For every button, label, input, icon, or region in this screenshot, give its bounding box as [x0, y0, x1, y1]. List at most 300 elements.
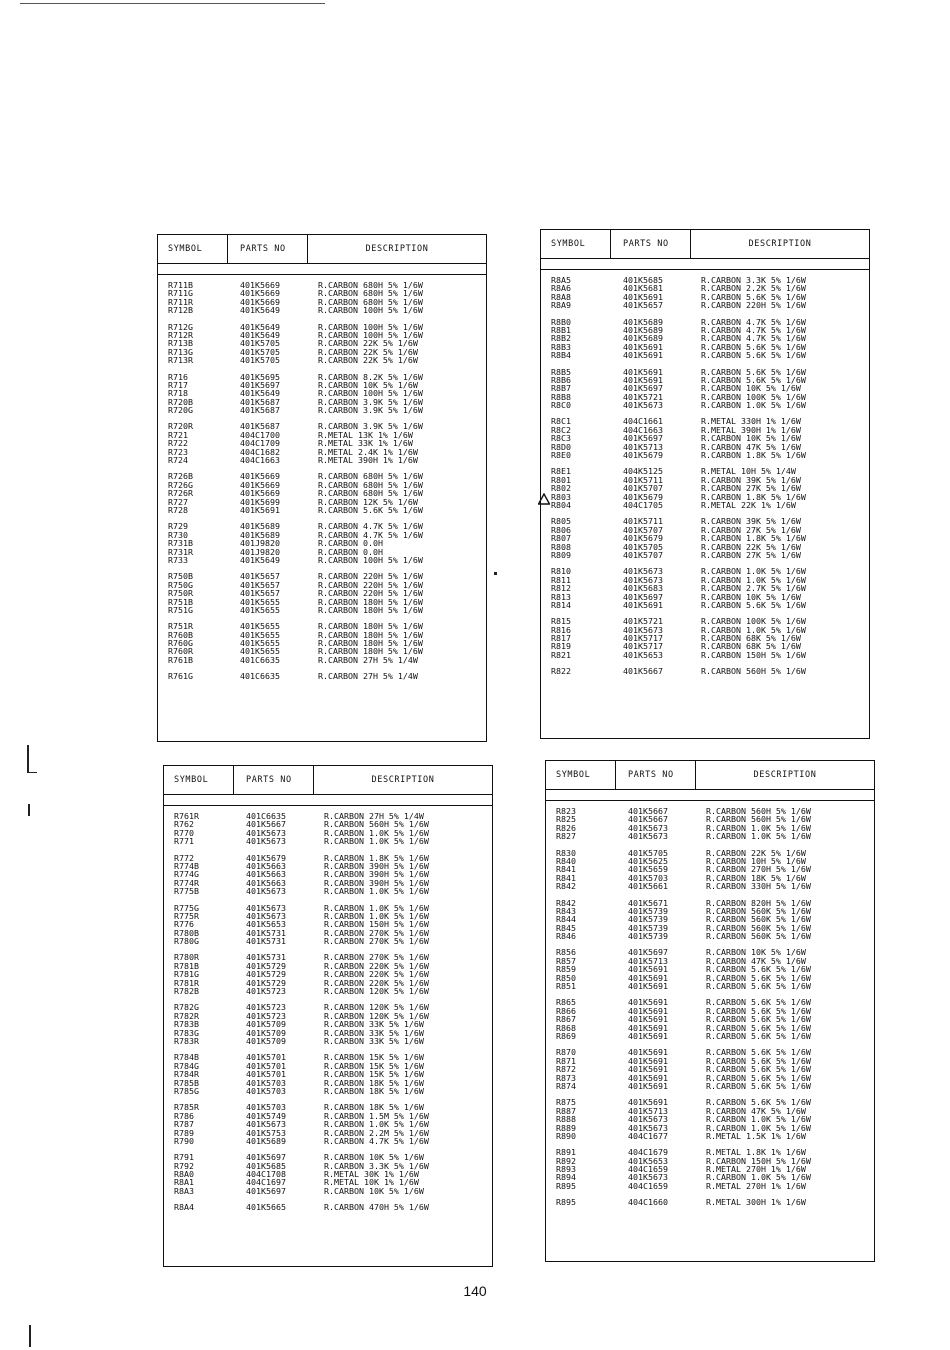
cell-description: R.METAL 330H 1% 1/6W — [701, 416, 801, 427]
cell-description: R.CARBON 5.6K 5% 1/6W — [318, 504, 423, 515]
cell-parts-no: 401K5673 — [246, 1119, 286, 1130]
row-group — [541, 667, 869, 675]
cell-description: R.CARBON 3.3K 5% 1/6W — [324, 1160, 429, 1171]
cell-symbol: R717 — [168, 379, 188, 390]
cell-symbol: R724 — [168, 455, 188, 466]
cell-symbol: R8B4 — [551, 350, 571, 361]
scan-artifact-bottom-left — [29, 1325, 31, 1347]
cell-description: R.CARBON 5.6K 5% 1/6W — [706, 1064, 811, 1075]
cell-symbol: R771 — [174, 836, 194, 847]
cell-parts-no: 401K5739 — [628, 931, 668, 942]
cell-description: R.CARBON 270K 5% 1/6W — [324, 927, 429, 938]
cell-description: R.CARBON 680H 5% 1/6W — [318, 479, 423, 490]
cell-symbol: R825 — [556, 814, 576, 825]
cell-symbol: R761R — [174, 811, 199, 821]
cell-description: R.CARBON 180H 5% 1/6W — [318, 638, 423, 649]
cell-description: R.CARBON 2.2M 5% 1/6W — [324, 1127, 429, 1138]
cell-parts-no: 401K5689 — [623, 324, 663, 335]
cell-symbol: R866 — [556, 1005, 576, 1016]
cell-description: R.CARBON 33K 5% 1/6W — [324, 1035, 424, 1046]
cell-symbol: R713B — [168, 338, 193, 349]
table-row — [158, 556, 486, 564]
cell-symbol: R841 — [556, 872, 576, 883]
cell-parts-no: 401K5649 — [240, 554, 280, 565]
cell-symbol: R8B5 — [551, 366, 571, 377]
cell-description: R.CARBON 68K 5% 1/6W — [701, 641, 801, 652]
cell-symbol: R775B — [174, 886, 199, 897]
cell-symbol: R8E1 — [551, 466, 571, 477]
cell-description: R.CARBON 47K 5% 1/6W — [706, 955, 806, 966]
cell-parts-no: 401K5685 — [623, 275, 663, 285]
cell-description: R.METAL 10K 1% 1/6W — [324, 1177, 419, 1188]
cell-description: R.CARBON 220H 5% 1/6W — [318, 579, 423, 590]
cell-symbol: R871 — [556, 1055, 576, 1066]
cell-symbol: R729 — [168, 521, 188, 532]
cell-description: R.CARBON 1.0K 5% 1/6W — [324, 902, 429, 913]
cell-description: R.CARBON 390H 5% 1/6W — [324, 869, 429, 880]
cell-description: R.METAL 30K 1% 1/6W — [324, 1169, 419, 1180]
cell-description: R.CARBON 15K 5% 1/6W — [324, 1060, 424, 1071]
cell-description: R.CARBON 5.6K 5% 1/6W — [701, 291, 806, 302]
cell-symbol: R781B — [174, 960, 199, 971]
cell-symbol: R803 — [551, 491, 571, 502]
cell-description: R.CARBON 1.8K 5% 1/6W — [324, 852, 429, 863]
cell-parts-no: 401K5709 — [246, 1027, 286, 1038]
cell-symbol: R808 — [551, 541, 571, 552]
cell-parts-no: 401K5711 — [623, 516, 663, 527]
cell-symbol: R802 — [551, 483, 571, 494]
cell-symbol: R891 — [556, 1147, 576, 1158]
cell-symbol: R811 — [551, 574, 571, 585]
cell-symbol: R774G — [174, 869, 199, 880]
cell-parts-no: 404C1679 — [628, 1147, 668, 1158]
cell-description: R.CARBON 47K 5% 1/6W — [701, 441, 801, 452]
cell-symbol: R718 — [168, 388, 188, 399]
cell-parts-no: 401K5705 — [628, 847, 668, 858]
cell-description: R.CARBON 150H 5% 1/6W — [706, 1155, 811, 1166]
cell-parts-no: 401K5707 — [623, 524, 663, 535]
cell-description: R.CARBON 3.9K 5% 1/6W — [318, 405, 423, 416]
cell-parts-no: 401J9820 — [240, 538, 280, 549]
cell-description: R.METAL 13K 1% 1/6W — [318, 429, 413, 440]
row-group — [164, 1003, 492, 1045]
cell-symbol: R727 — [168, 496, 188, 507]
cell-parts-no: 401K5689 — [240, 521, 280, 532]
row-group — [541, 417, 869, 459]
cell-parts-no: 401K5731 — [246, 927, 286, 938]
cell-symbol: R889 — [556, 1122, 576, 1133]
cell-description: R.CARBON 270K 5% 1/6W — [324, 936, 429, 947]
cell-symbol: R750G — [168, 579, 193, 590]
cell-description: R.CARBON 100H 5% 1/6W — [318, 388, 423, 399]
cell-description: R.CARBON 12K 5% 1/6W — [318, 496, 418, 507]
header-spacer — [541, 259, 869, 270]
cell-description: R.CARBON 4.7K 5% 1/6W — [318, 529, 423, 540]
cell-description: R.CARBON 100K 5% 1/6W — [701, 391, 806, 402]
cell-parts-no: 401K5731 — [246, 936, 286, 947]
cell-parts-no: 401K5691 — [623, 341, 663, 352]
cell-parts-no: 401K5691 — [623, 374, 663, 385]
cell-description: R.CARBON 330H 5% 1/6W — [706, 881, 811, 892]
cell-description: R.CARBON 5.6K 5% 1/6W — [706, 1030, 811, 1041]
table-header — [164, 766, 492, 795]
cell-description: R.CARBON 15K 5% 1/6W — [324, 1052, 424, 1063]
cell-symbol: R774B — [174, 860, 199, 871]
cell-symbol: R8A3 — [174, 1185, 194, 1196]
cell-description: R.CARBON 680H 5% 1/6W — [318, 280, 423, 290]
cell-parts-no: 401C6635 — [246, 811, 286, 821]
cell-symbol: R711B — [168, 280, 193, 290]
cell-description: R.CARBON 27K 5% 1/6W — [701, 524, 801, 535]
cell-symbol: R792 — [174, 1160, 194, 1171]
cell-symbol: R784R — [174, 1069, 199, 1080]
cell-description: R.CARBON 4.7K 5% 1/6W — [318, 521, 423, 532]
cell-symbol: R786 — [174, 1110, 194, 1121]
cell-description: R.METAL 33K 1% 1/6W — [318, 438, 413, 449]
cell-symbol: R842 — [556, 881, 576, 892]
row-group — [546, 1148, 874, 1190]
cell-symbol: R895 — [556, 1180, 576, 1191]
table-row — [164, 1087, 492, 1095]
cell-symbol: R810 — [551, 566, 571, 577]
cell-symbol: R8B0 — [551, 316, 571, 327]
cell-parts-no: 401K5697 — [628, 947, 668, 958]
cell-parts-no: 401K5687 — [240, 421, 280, 432]
scan-artifact-dot — [494, 572, 497, 575]
cell-description: R.CARBON 180H 5% 1/6W — [318, 621, 423, 632]
cell-description: R.CARBON 5.6K 5% 1/6W — [706, 1080, 811, 1091]
cell-symbol: R780B — [174, 927, 199, 938]
cell-symbol: R890 — [556, 1130, 576, 1141]
cell-symbol: R8A6 — [551, 283, 571, 294]
row-group — [164, 904, 492, 946]
cell-parts-no: 401K5697 — [623, 433, 663, 444]
cell-parts-no: 401K5739 — [628, 905, 668, 916]
cell-parts-no: 401K5649 — [240, 388, 280, 399]
cell-parts-no: 404C1661 — [623, 416, 663, 427]
table-row — [541, 667, 869, 675]
cell-symbol: R8C0 — [551, 400, 571, 411]
cell-symbol: R892 — [556, 1155, 576, 1166]
row-group — [164, 953, 492, 995]
cell-parts-no: 401K5669 — [240, 488, 280, 499]
table-row — [546, 1198, 874, 1206]
cell-parts-no: 401K5653 — [628, 1155, 668, 1166]
cell-symbol: R723 — [168, 446, 188, 457]
cell-parts-no: 401K5699 — [240, 496, 280, 507]
row-group — [164, 812, 492, 846]
cell-parts-no: 401K5663 — [246, 860, 286, 871]
cell-parts-no: 401K5655 — [240, 638, 280, 649]
cell-symbol: R726B — [168, 471, 193, 482]
cell-parts-no: 401K5705 — [240, 346, 280, 357]
cell-parts-no: 401K5673 — [628, 1114, 668, 1125]
cell-description: R.METAL 1.5K 1% 1/6W — [706, 1130, 806, 1141]
cell-symbol: R751R — [168, 621, 193, 632]
cell-description: R.CARBON 100H 5% 1/6W — [318, 305, 423, 316]
cell-symbol: R774R — [174, 877, 199, 888]
cell-description: R.CARBON 5.6K 5% 1/6W — [706, 1047, 811, 1058]
cell-symbol: R750B — [168, 571, 193, 582]
cell-parts-no: 401K5679 — [623, 533, 663, 544]
cell-description: R.CARBON 1.0K 5% 1/6W — [324, 1119, 429, 1130]
cell-parts-no: 401K5713 — [628, 955, 668, 966]
cell-description: R.CARBON 22K 5% 1/6W — [701, 541, 801, 552]
cell-symbol: R868 — [556, 1022, 576, 1033]
cell-symbol: R8A5 — [551, 275, 571, 285]
table-body — [158, 275, 486, 681]
cell-symbol: R814 — [551, 599, 571, 610]
cell-description: R.CARBON 3.3K 5% 1/6W — [701, 275, 806, 285]
cell-description: R.CARBON 22K 5% 1/6W — [318, 355, 418, 366]
cell-symbol: R806 — [551, 524, 571, 535]
cell-description: R.CARBON 120K 5% 1/6W — [324, 986, 429, 997]
cell-description: R.METAL 390H 1% 1/6W — [701, 424, 801, 435]
cell-symbol: R8B3 — [551, 341, 571, 352]
table-row — [541, 651, 869, 659]
row-group — [158, 422, 486, 464]
cell-description: R.CARBON 33K 5% 1/6W — [324, 1027, 424, 1038]
cell-symbol: R712G — [168, 321, 193, 332]
cell-symbol: R8B1 — [551, 324, 571, 335]
cell-description: R.CARBON 15K 5% 1/6W — [324, 1069, 424, 1080]
cell-description: R.CARBON 470H 5% 1/6W — [324, 1202, 429, 1213]
cell-parts-no: 401K5729 — [246, 977, 286, 988]
cell-parts-no: 401K5691 — [623, 366, 663, 377]
cell-parts-no: 401K5661 — [628, 881, 668, 892]
cell-parts-no: 401K5691 — [628, 1047, 668, 1058]
cell-symbol: R783G — [174, 1027, 199, 1038]
header-parts-no: PARTS NO — [234, 766, 314, 794]
cell-description: R.CARBON 10K 5% 1/6W — [324, 1152, 424, 1163]
cell-parts-no: 401K5655 — [240, 621, 280, 632]
cell-description: R.CARBON 1.0K 5% 1/6W — [701, 400, 806, 411]
cell-parts-no: 401C6635 — [240, 671, 280, 682]
cell-parts-no: 401K5691 — [628, 981, 668, 992]
row-group — [541, 467, 869, 509]
row-group — [546, 1198, 874, 1206]
cell-symbol: R731R — [168, 546, 193, 557]
table-row — [546, 932, 874, 940]
table-row — [546, 982, 874, 990]
cell-description: R.CARBON 1.5M 5% 1/6W — [324, 1110, 429, 1121]
cell-description: R.CARBON 10K 5% 1/6W — [701, 591, 801, 602]
cell-parts-no: 401K5697 — [623, 591, 663, 602]
cell-symbol: R790 — [174, 1135, 194, 1146]
cell-description: R.METAL 390H 1% 1/6W — [318, 455, 418, 466]
cell-symbol: R8C1 — [551, 416, 571, 427]
row-group — [541, 517, 869, 559]
cell-parts-no: 404C1697 — [246, 1177, 286, 1188]
cell-parts-no: 404C1700 — [240, 429, 280, 440]
table-row — [546, 1032, 874, 1040]
cell-parts-no: 401K5655 — [240, 646, 280, 657]
cell-parts-no: 401K5691 — [628, 997, 668, 1008]
row-group — [158, 572, 486, 614]
cell-parts-no: 401K5667 — [628, 814, 668, 825]
table-row — [546, 1082, 874, 1090]
cell-description: R.CARBON 27K 5% 1/6W — [701, 549, 801, 560]
cell-parts-no: 401K5687 — [240, 405, 280, 416]
cell-parts-no: 401K5721 — [623, 616, 663, 627]
cell-description: R.CARBON 1.0K 5% 1/6W — [706, 831, 811, 842]
cell-description: R.CARBON 10H 5% 1/6W — [706, 855, 806, 866]
row-group — [164, 1153, 492, 1195]
cell-symbol: R807 — [551, 533, 571, 544]
cell-symbol: R712R — [168, 329, 193, 340]
cell-symbol: R857 — [556, 955, 576, 966]
cell-description: R.METAL 2.4K 1% 1/6W — [318, 446, 418, 457]
cell-parts-no: 401K5663 — [246, 877, 286, 888]
cell-description: R.CARBON 5.6K 5% 1/6W — [701, 350, 806, 361]
cell-parts-no: 401K5697 — [240, 379, 280, 390]
cell-symbol: R887 — [556, 1105, 576, 1116]
cell-symbol: R720G — [168, 405, 193, 416]
cell-parts-no: 401K5673 — [623, 566, 663, 577]
cell-description: R.CARBON 5.6K 5% 1/6W — [706, 1022, 811, 1033]
cell-symbol: R726R — [168, 488, 193, 499]
cell-description: R.CARBON 1.0K 5% 1/6W — [324, 827, 429, 838]
row-group — [546, 899, 874, 941]
header-symbol: SYMBOL — [541, 230, 611, 258]
cell-symbol: R783B — [174, 1019, 199, 1030]
cell-symbol: R730 — [168, 529, 188, 540]
cell-parts-no: 401K5691 — [628, 1097, 668, 1108]
cell-description: R.CARBON 1.0K 5% 1/6W — [324, 836, 429, 847]
cell-description: R.CARBON 220K 5% 1/6W — [324, 969, 429, 980]
header-parts-no: PARTS NO — [616, 761, 696, 789]
cell-symbol: R781G — [174, 969, 199, 980]
cell-description: R.CARBON 27K 5% 1/6W — [701, 483, 801, 494]
cell-parts-no: 401K5683 — [623, 583, 663, 594]
cell-parts-no: 401K5713 — [623, 441, 663, 452]
table-row — [164, 987, 492, 995]
cell-parts-no: 401K5673 — [628, 822, 668, 833]
cell-description: R.CARBON 68K 5% 1/6W — [701, 633, 801, 644]
cell-symbol: R841 — [556, 864, 576, 875]
cell-symbol: R895 — [556, 1197, 576, 1208]
cell-parts-no: 401K5705 — [240, 338, 280, 349]
cell-symbol: R809 — [551, 549, 571, 560]
header-parts-no: PARTS NO — [611, 230, 691, 258]
table-row — [541, 501, 869, 509]
cell-symbol: R750R — [168, 588, 193, 599]
cell-parts-no: 404C1705 — [623, 499, 663, 510]
cell-symbol: R728 — [168, 504, 188, 515]
row-group — [164, 1103, 492, 1145]
cell-description: R.METAL 270H 1% 1/6W — [706, 1164, 806, 1175]
cell-description: R.CARBON 10K 5% 1/6W — [318, 379, 418, 390]
table-row — [164, 1187, 492, 1195]
cell-symbol: R804 — [551, 499, 571, 510]
cell-parts-no: 401K5669 — [240, 280, 280, 290]
cell-description: R.CARBON 5.6K 5% 1/6W — [701, 599, 806, 610]
cell-parts-no: 401K5749 — [246, 1110, 286, 1121]
cell-parts-no: 401K5703 — [246, 1077, 286, 1088]
table-row — [164, 837, 492, 845]
cell-parts-no: 401K5669 — [240, 288, 280, 299]
table-row — [546, 1182, 874, 1190]
cell-description: R.CARBON 2.7K 5% 1/6W — [701, 583, 806, 594]
cell-description: R.CARBON 150H 5% 1/6W — [324, 919, 429, 930]
row-group — [158, 373, 486, 415]
cell-symbol: R720R — [168, 421, 193, 432]
cell-parts-no: 401K5723 — [246, 986, 286, 997]
cell-parts-no: 401K5691 — [628, 1005, 668, 1016]
table-row — [158, 306, 486, 314]
cell-description: R.CARBON 10K 5% 1/6W — [701, 383, 801, 394]
cell-description: R.CARBON 120K 5% 1/6W — [324, 1002, 429, 1013]
header-spacer — [164, 795, 492, 806]
cell-parts-no: 401K5691 — [628, 1080, 668, 1091]
row-group — [541, 368, 869, 410]
scan-artifact-left-tick — [27, 772, 37, 773]
header-spacer — [546, 790, 874, 801]
cell-symbol: R830 — [556, 847, 576, 858]
cell-description: R.CARBON 1.0K 5% 1/6W — [324, 886, 429, 897]
cell-parts-no: 401K5691 — [628, 1030, 668, 1041]
cell-parts-no: 401K5685 — [246, 1160, 286, 1171]
cell-symbol: R8E0 — [551, 450, 571, 461]
table-row — [164, 1203, 492, 1211]
table-row — [541, 301, 869, 309]
table-body — [541, 270, 869, 676]
cell-parts-no: 401K5667 — [628, 806, 668, 816]
cell-parts-no: 401K5673 — [628, 1172, 668, 1183]
cell-symbol: R8A9 — [551, 300, 571, 311]
cell-parts-no: 404C1663 — [240, 455, 280, 466]
table-body — [164, 806, 492, 1212]
cell-description: R.METAL 10H 5% 1/4W — [701, 466, 796, 477]
cell-symbol: R781R — [174, 977, 199, 988]
cell-description: R.CARBON 27H 5% 1/4W — [324, 811, 424, 821]
cell-parts-no: 401K5657 — [240, 588, 280, 599]
cell-symbol: R760R — [168, 646, 193, 657]
scan-artifact-top-line — [20, 3, 325, 4]
cell-parts-no: 401K5707 — [623, 549, 663, 560]
cell-parts-no: 404C1660 — [628, 1197, 668, 1208]
cell-parts-no: 404C1659 — [628, 1180, 668, 1191]
cell-parts-no: 401K5707 — [623, 483, 663, 494]
cell-symbol: R722 — [168, 438, 188, 449]
cell-symbol: R816 — [551, 624, 571, 635]
cell-description: R.CARBON 100K 5% 1/6W — [701, 616, 806, 627]
cell-symbol: R812 — [551, 583, 571, 594]
cell-parts-no: 401C6635 — [240, 654, 280, 665]
cell-parts-no: 401K5691 — [628, 1072, 668, 1083]
cell-parts-no: 401K5679 — [246, 852, 286, 863]
cell-parts-no: 401K5729 — [246, 969, 286, 980]
cell-description: R.CARBON 1.0K 5% 1/6W — [706, 1172, 811, 1183]
cell-description: R.CARBON 220H 5% 1/6W — [318, 571, 423, 582]
row-group — [541, 276, 869, 310]
cell-description: R.CARBON 560H 5% 1/6W — [701, 666, 806, 677]
cell-parts-no: 401K5657 — [240, 579, 280, 590]
cell-parts-no: 401K5673 — [246, 836, 286, 847]
cell-description: R.CARBON 10K 5% 1/6W — [324, 1185, 424, 1196]
row-group — [546, 1048, 874, 1090]
table-row — [541, 601, 869, 609]
cell-description: R.CARBON 1.8K 5% 1/6W — [701, 533, 806, 544]
cell-symbol: R784G — [174, 1060, 199, 1071]
cell-description: R.CARBON 680H 5% 1/6W — [318, 471, 423, 482]
cell-parts-no: 401K5689 — [623, 316, 663, 327]
header-description: DESCRIPTION — [748, 239, 812, 249]
cell-parts-no: 401K5673 — [246, 886, 286, 897]
cell-parts-no: 401J9820 — [240, 546, 280, 557]
cell-parts-no: 401K5691 — [623, 350, 663, 361]
cell-description: R.CARBON 2.2K 5% 1/6W — [701, 283, 806, 294]
